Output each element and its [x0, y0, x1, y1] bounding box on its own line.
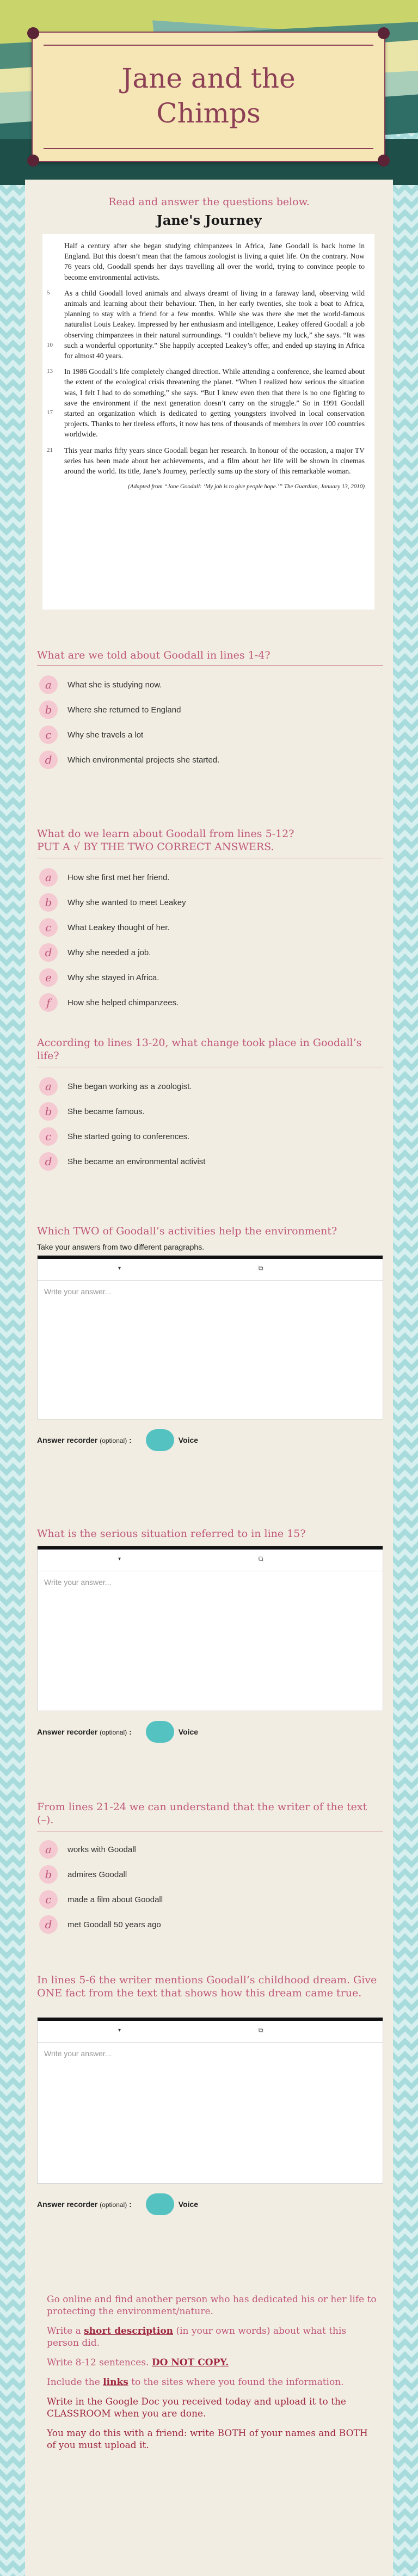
paragraph-text: As a child Goodall loved animals and always dreamt of living in a faraway land, observing wild animals and learning about their behaviour. Then, in her early twenties, she took a boat to Africa, planning to stay with a friend for a few months. While she was there she met the world-famous naturalist Louis Leakey. Impressed by her enthusiasm and intelligence, Leakey offered Goodall a job observing chimpanzees in their natural surroundings. “I couldn’t believe my luck,” she says. “It was such a wonderful opportunity.” She happily accepted Leakey’s offer, and ended up staying in Africa for almost 40 years.: [64, 288, 365, 360]
task-text: to the sites where you found the information.: [128, 2377, 344, 2388]
option-letter: c: [39, 726, 58, 744]
answer-recorder: [37, 1721, 198, 1743]
task-text: Write a: [47, 2326, 84, 2337]
option-text: Which environmental projects she started.: [67, 755, 220, 765]
option-text: admires Goodall: [67, 1870, 127, 1879]
option-text: How she first met her friend.: [67, 872, 170, 882]
option-a[interactable]: [39, 868, 170, 887]
option-letter: a: [39, 675, 58, 694]
option-d[interactable]: [39, 750, 219, 770]
option-text: Why she travels a lot: [67, 730, 144, 740]
option-letter: b: [39, 893, 58, 912]
option-c[interactable]: [39, 1127, 189, 1146]
worksheet-panel: [25, 180, 393, 2576]
option-b[interactable]: [39, 893, 186, 912]
divider: [44, 45, 373, 46]
option-c[interactable]: [39, 918, 170, 937]
answer-recorder: [37, 1429, 198, 1451]
task-line: Go online and find another person who has dedicated his or her life to protecting the environment/nature.: [47, 2294, 377, 2317]
option-letter: b: [39, 1865, 58, 1884]
recorder-label: Answer recorder (optional) :: [37, 1436, 132, 1444]
paragraph-2: [47, 288, 365, 361]
paragraph-text: In 1986 Goodall’s life completely changed direction. While attending a conference, she learned about the extent of the ecological crisis threatening the planet. “When I realized how serious the situation was, I felt I had to do something,” she says. “But I knew even then that there is no one fighting to save the environment if the next generation doesn’t carry on the struggle.” So in 1991 Goodall started an organization which is dedicated to getting youngsters involved in local conservation projects. Thanks to her tireless efforts, it now has tens of thousands of members in over 100 countries worldwide.: [64, 367, 365, 439]
option-letter: a: [39, 868, 58, 887]
homework-task: [47, 2294, 379, 2451]
answer-editor[interactable]: [37, 1546, 383, 1711]
task-emphasis: DO NOT COPY.: [151, 2357, 229, 2368]
option-text: Why she stayed in Africa.: [67, 973, 159, 982]
recorder-label: Answer recorder (optional) :: [37, 1727, 132, 1736]
divider: [37, 665, 383, 666]
option-b[interactable]: [39, 1865, 127, 1884]
option-letter: e: [39, 968, 58, 987]
editor-toolbar: [38, 1550, 383, 1571]
option-text: made a film about Goodall: [67, 1895, 163, 1904]
task-line: Write in the Google Doc you received today and upload it to the CLASSROOM when you are done.: [47, 2396, 346, 2419]
answer-editor[interactable]: [37, 1255, 383, 1419]
answer-input[interactable]: Write your answer...: [44, 2049, 112, 2058]
question-2: [37, 827, 385, 853]
option-letter: f: [39, 993, 58, 1012]
task-line: You may do this with a friend: write BOTH of your names and BOTH of you must upload it.: [47, 2428, 368, 2451]
paragraph-4: [47, 445, 365, 477]
header-banner: [0, 0, 418, 185]
option-text: works with Goodall: [67, 1845, 136, 1854]
option-a[interactable]: [39, 675, 162, 694]
format-dropdown-icon[interactable]: ▾: [118, 1265, 121, 1271]
option-text: What she is studying now.: [67, 680, 162, 690]
option-b[interactable]: [39, 700, 181, 720]
story-title: Jane's Journey: [156, 212, 262, 228]
option-text: met Goodall 50 years ago: [67, 1920, 161, 1929]
corner-ornament: [378, 155, 390, 167]
editor-toolbar: [38, 2021, 383, 2043]
option-letter: a: [39, 1840, 58, 1859]
task-line: [47, 2357, 379, 2369]
line-number: 21: [47, 446, 53, 453]
option-text: Why she wanted to meet Leakey: [67, 897, 186, 907]
question-4: [37, 1225, 385, 1252]
line-number: 13: [47, 368, 53, 375]
recorder-label-text: Answer recorder: [37, 2200, 98, 2209]
recorder-optional: (optional): [100, 1437, 127, 1444]
option-letter: b: [39, 700, 58, 719]
line-number: 5: [47, 289, 50, 296]
option-letter: d: [39, 751, 58, 769]
editor-toolbar: [38, 1259, 383, 1281]
voice-toggle[interactable]: [146, 1721, 174, 1743]
insert-icon[interactable]: ⧉: [259, 2026, 263, 2034]
page-title: [33, 61, 384, 131]
option-letter: c: [39, 918, 58, 937]
recorder-label-text: Answer recorder: [37, 1727, 98, 1736]
option-e[interactable]: [39, 968, 159, 987]
line-number: 17: [47, 409, 53, 416]
corner-ornament: [27, 155, 39, 167]
question-text: What are we told about Goodall in lines 1-4?: [37, 649, 271, 661]
answer-input[interactable]: Write your answer...: [44, 1578, 112, 1587]
title-card: [32, 32, 385, 162]
voice-toggle[interactable]: [146, 1429, 174, 1451]
recorder-optional: (optional): [100, 1729, 127, 1736]
paragraph-text: This year marks fifty years since Goodall began her research. In honour of the occasion, a major TV series has been made about her achievements, and a film about her life will be shown in cinemas around the world. Its title, Jane’s Journey, perfectly sums up the story of this remarkable woman.: [64, 446, 365, 476]
corner-ornament: [27, 27, 39, 39]
citation: (Adapted from “Jane Goodall: ‘My job is to give people hope.’” The Guardian, January 13, 2010): [128, 483, 365, 490]
question-text: What do we learn about Goodall from lines 5-12?: [37, 828, 294, 840]
option-text: Why she needed a job.: [67, 948, 151, 957]
option-b[interactable]: [39, 1102, 145, 1121]
recorder-label: Answer recorder (optional) :: [37, 2200, 132, 2209]
answer-input[interactable]: Write your answer...: [44, 1287, 112, 1296]
option-d[interactable]: [39, 943, 151, 962]
divider: [44, 148, 373, 149]
question-subtext: Take your answers from two different paragraphs.: [37, 1243, 205, 1251]
format-dropdown-icon[interactable]: ▾: [118, 1556, 121, 1562]
reading-text: [42, 234, 374, 610]
option-a[interactable]: [39, 1077, 192, 1096]
option-letter: d: [39, 1152, 58, 1171]
answer-editor[interactable]: [37, 2017, 383, 2184]
option-text: She became an environmental activist: [67, 1157, 206, 1166]
question-text: From lines 21-24 we can understand that the writer of the text (–).: [37, 1801, 367, 1826]
voice-label: Voice: [178, 2200, 199, 2209]
option-letter: d: [39, 1915, 58, 1934]
task-text: Include the: [47, 2377, 103, 2388]
option-letter: b: [39, 1102, 58, 1121]
option-text: How she helped chimpanzees.: [67, 998, 179, 1007]
insert-icon[interactable]: ⧉: [259, 1555, 263, 1563]
format-dropdown-icon[interactable]: ▾: [118, 2027, 121, 2033]
option-f[interactable]: [39, 993, 179, 1012]
question-5: [37, 1527, 385, 1540]
answer-recorder: [37, 2193, 198, 2215]
page-title-text: Jane and the Chimps: [121, 63, 296, 129]
question-text: According to lines 13-20, what change took place in Goodall’s life?: [37, 1037, 362, 1062]
question-text: What is the serious situation referred to in line 15?: [37, 1528, 306, 1540]
recorder-label-text: Answer recorder: [37, 1436, 98, 1444]
question-7: [37, 1974, 385, 2000]
paragraph-3: [47, 366, 365, 439]
voice-label: Voice: [178, 1727, 199, 1736]
task-emphasis: short description: [84, 2326, 174, 2337]
task-link-word: links: [103, 2377, 128, 2388]
option-text: She started going to conferences.: [67, 1132, 190, 1141]
task-text: (in your own words) about what this person did.: [47, 2326, 347, 2348]
recorder-optional: (optional): [100, 2201, 127, 2209]
paragraph-text: Half a century after she began studying chimpanzees in Africa, Jane Goodall is back home in England. But this doesn’t mean that the famous zoologist is living a quiet life. On the contrary. Now 76 years old, Goodall spends her days travelling all over the world, trying to convince people to become environmental activists.: [64, 242, 365, 281]
corner-ornament: [378, 27, 390, 39]
option-c[interactable]: [39, 1890, 163, 1909]
task-line: [47, 2325, 379, 2349]
question-text: In lines 5-6 the writer mentions Goodall’s childhood dream. Give ONE fact from the text that shows how this dream came true.: [37, 1974, 377, 1999]
task-line: [47, 2376, 379, 2388]
option-letter: a: [39, 1077, 58, 1096]
option-letter: c: [39, 1890, 58, 1909]
option-letter: c: [39, 1127, 58, 1146]
option-letter: d: [39, 943, 58, 962]
option-d[interactable]: [39, 1152, 205, 1171]
instructions: Read and answer the questions below.: [108, 196, 310, 208]
option-text: Where she returned to England: [67, 705, 181, 715]
option-a[interactable]: [39, 1840, 136, 1859]
line-number: 10: [47, 341, 53, 348]
question-1: [37, 649, 385, 662]
option-text: She began working as a zoologist.: [67, 1081, 192, 1091]
option-text: What Leakey thought of her.: [67, 923, 170, 932]
option-d[interactable]: [39, 1915, 161, 1934]
option-text: She became famous.: [67, 1106, 145, 1116]
question-3: [37, 1036, 385, 1062]
question-subtext: PUT A √ BY THE TWO CORRECT ANSWERS.: [37, 841, 274, 853]
question-6: [37, 1800, 385, 1827]
task-text: Write 8-12 sentences.: [47, 2357, 152, 2368]
option-c[interactable]: [39, 725, 143, 745]
voice-toggle[interactable]: [146, 2193, 174, 2215]
voice-label: Voice: [178, 1436, 199, 1444]
question-text: Which TWO of Goodall’s activities help the environment?: [37, 1225, 337, 1237]
paragraph-1: [64, 241, 365, 282]
insert-icon[interactable]: ⧉: [259, 1264, 263, 1272]
